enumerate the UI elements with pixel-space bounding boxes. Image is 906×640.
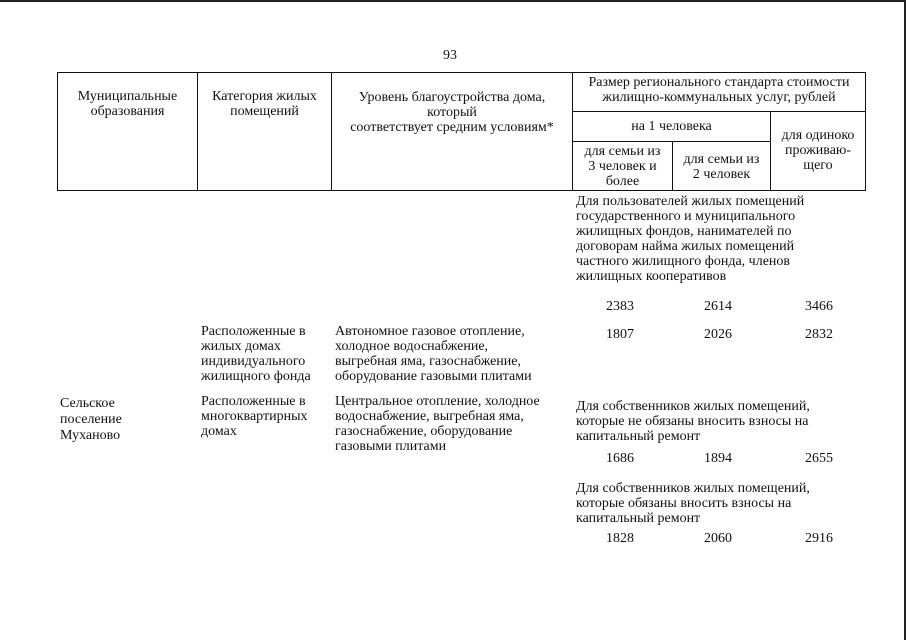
header-family2: для семьи из 2 человек <box>683 152 760 182</box>
group-users-single: 3466 <box>805 299 833 314</box>
group-users-family2: 2614 <box>704 299 732 314</box>
group-owners-repair-family2: 2060 <box>704 531 732 546</box>
level-central: Центральное отопление, холодное водоснабжение, выгребная яма, газоснабжение, оборудование газовыми плитами <box>335 394 540 454</box>
scan-border-top <box>0 0 906 2</box>
group-owners-repair-title: Для собственников жилых помещений, которые обязаны вносить взносы на капитальный ремонт <box>576 481 810 526</box>
group-owners-repair-single: 2916 <box>805 531 833 546</box>
group-owners-repair-family3: 1828 <box>606 531 634 546</box>
level-autonomous: Автономное газовое отопление, холодное водоснабжение, выгребная яма, газоснабжение, оборудование газовыми плитами <box>335 324 532 384</box>
header-standard: Размер регионального стандарта стоимости жилищно-коммунальных услуг, рублей <box>588 75 850 105</box>
group-owners-no-repair-single: 2655 <box>805 451 833 466</box>
group-owners-no-repair-family2: 1894 <box>704 451 732 466</box>
group-users-family3: 2383 <box>606 299 634 314</box>
header-category: Категория жилых помещений <box>212 89 317 119</box>
row-individual-family2: 2026 <box>704 327 732 342</box>
header-municipality: Муниципальные образования <box>77 89 178 119</box>
header-level: Уровень благоустройства дома, который соответствует средним условиям* <box>350 90 554 135</box>
header-family3: для семьи из 3 человек и более <box>584 144 661 189</box>
category-apartment: Расположенные в многоквартирных домах <box>201 394 308 439</box>
header-per-person: на 1 человека <box>631 119 712 134</box>
category-individual: Расположенные в жилых домах индивидуального жилищного фонда <box>201 324 311 384</box>
group-users-title: Для пользователей жилых помещений государственного и муниципального жилищных фондов, нанимателей по договорам найма жилых помещений частного жилищного фонда, членов жилищных кооперативов <box>576 194 805 284</box>
row-individual-single: 2832 <box>805 327 833 342</box>
municipality-name: Сельское поселение Муханово <box>60 396 122 443</box>
row-individual-family3: 1807 <box>606 327 634 342</box>
group-owners-no-repair-title: Для собственников жилых помещений, которые не обязаны вносить взносы на капитальный ремонт <box>576 399 810 444</box>
header-single: для одиноко проживаю- щего <box>781 128 855 173</box>
page-number: 93 <box>443 48 457 63</box>
group-owners-no-repair-family3: 1686 <box>606 451 634 466</box>
